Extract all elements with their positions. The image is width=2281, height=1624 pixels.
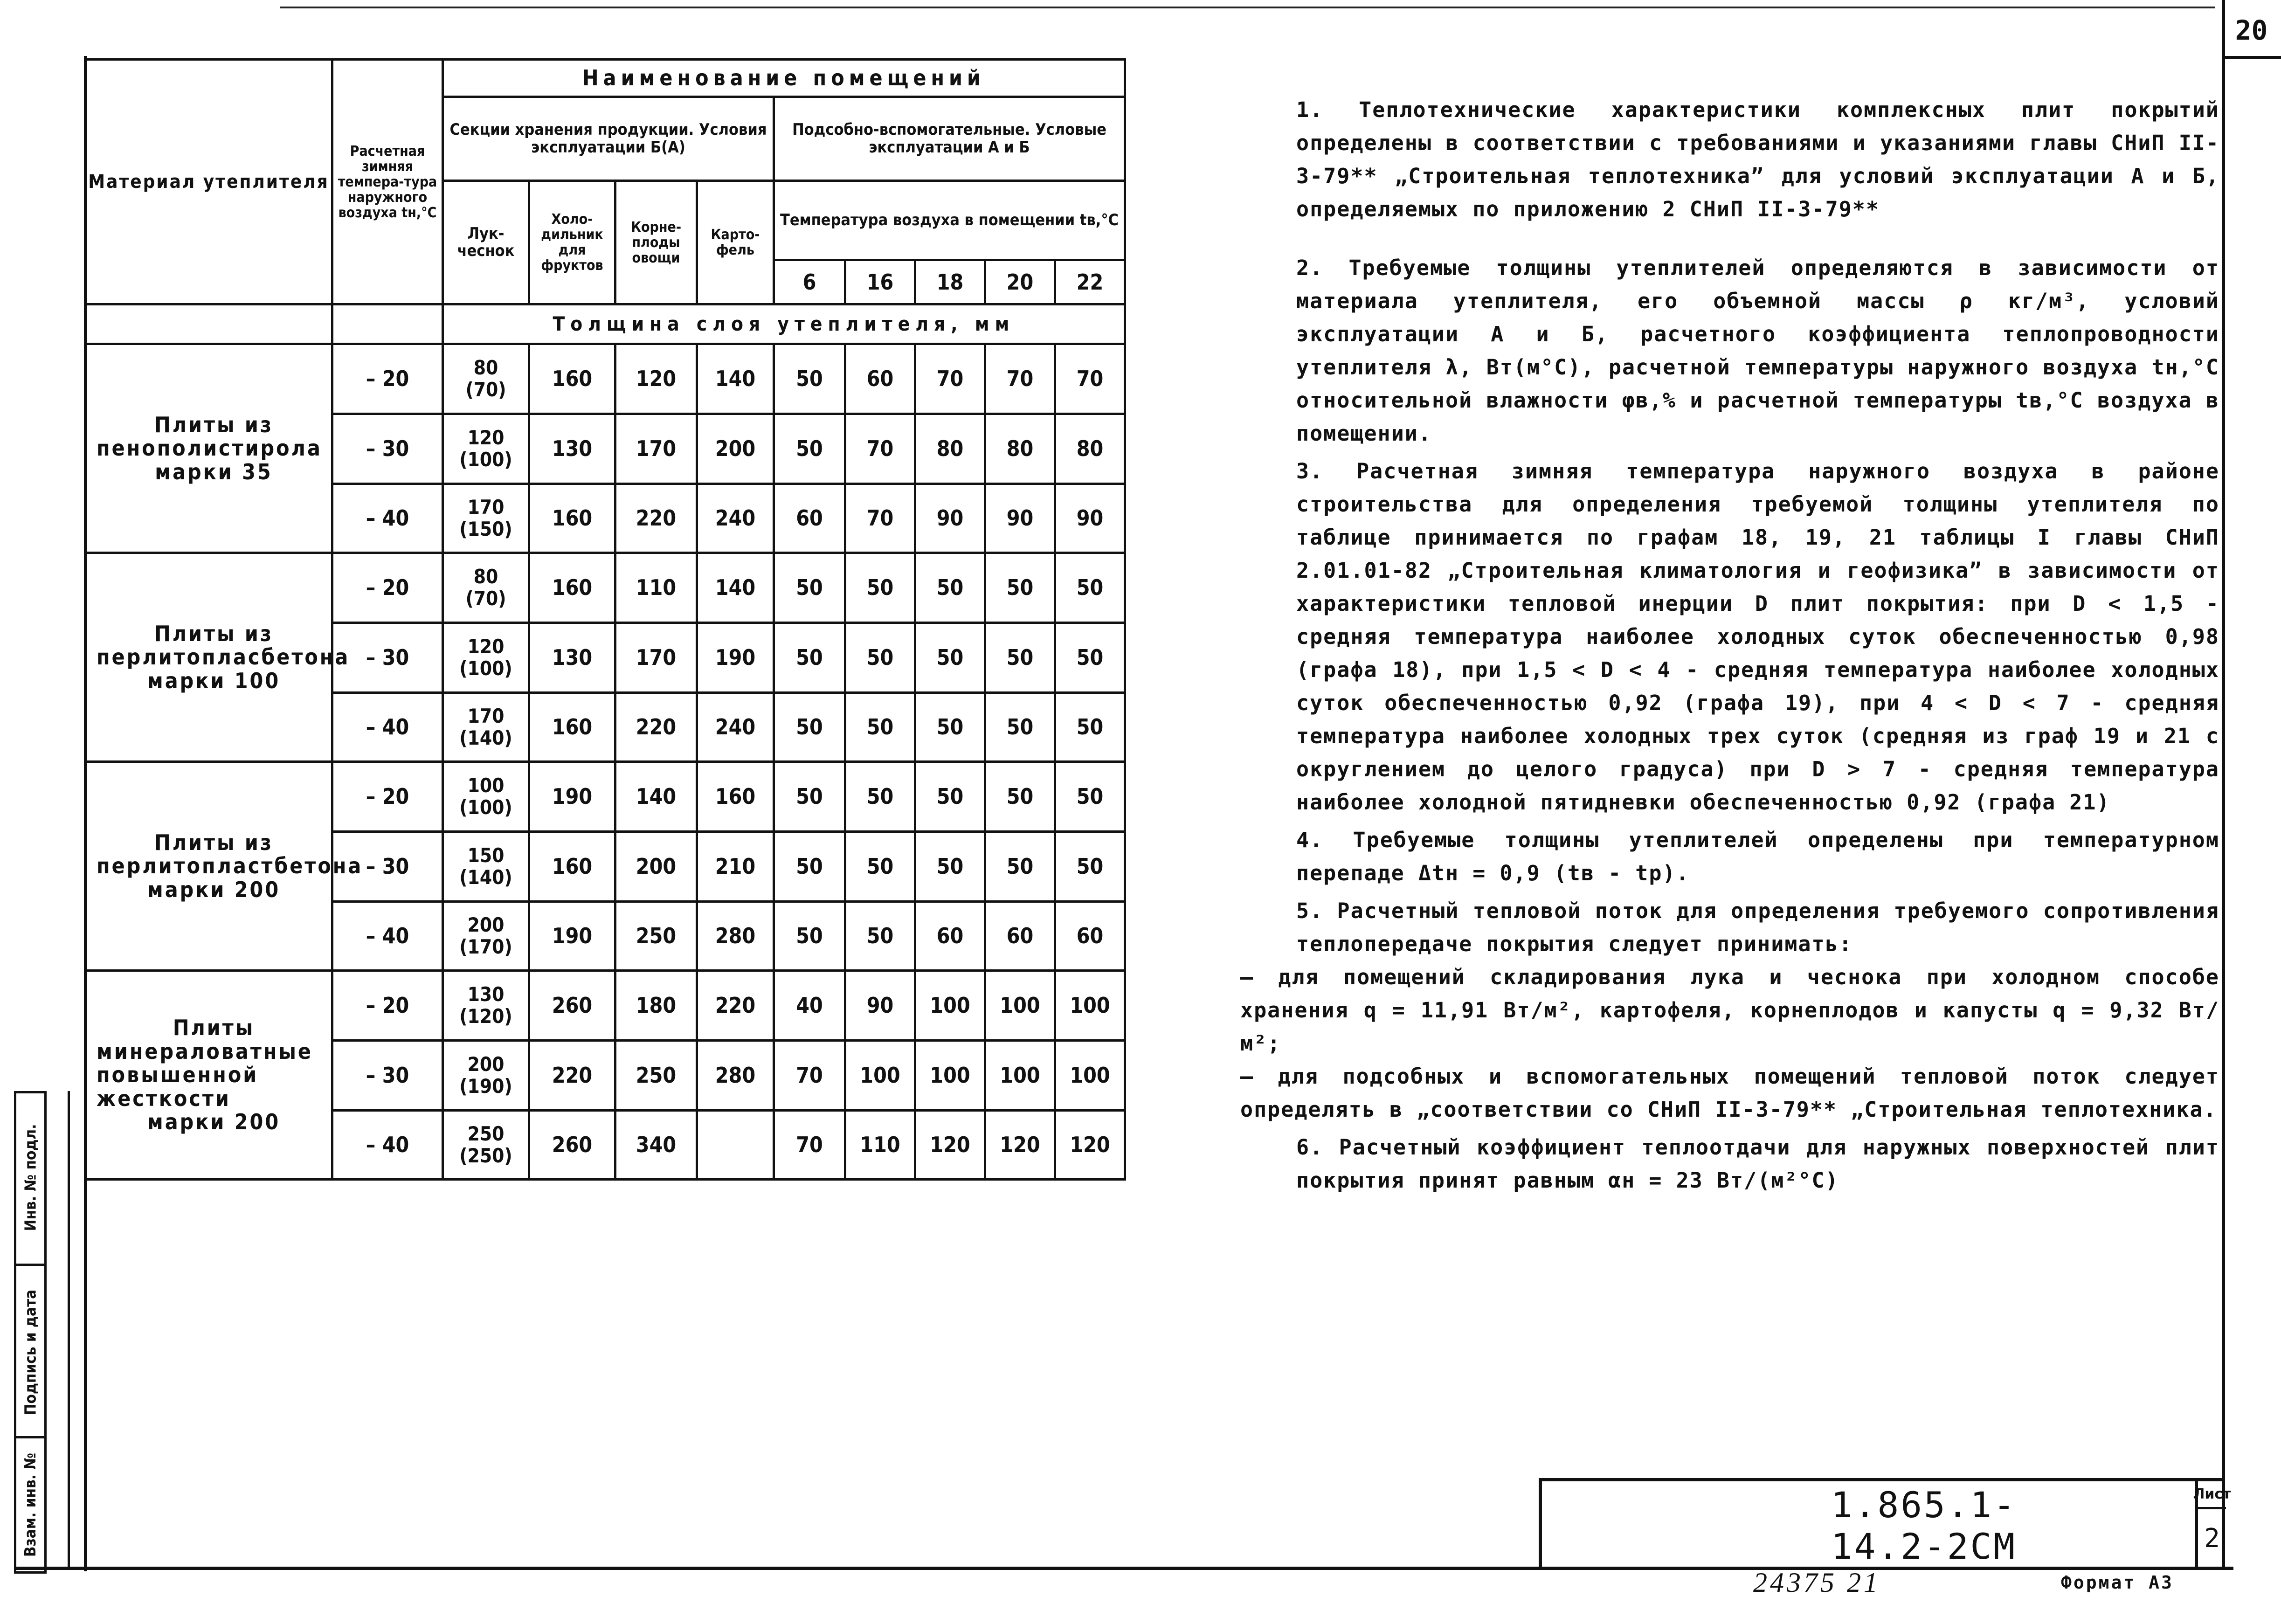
thickness-cell: 220	[615, 693, 697, 762]
header-aux-section: Подсобно-вспомогательные. Условые эксплуатации А и Б	[774, 97, 1125, 181]
thickness-cell: 50	[774, 832, 845, 902]
thickness-cell: 50	[1055, 623, 1125, 693]
insulation-thickness-table	[84, 58, 1126, 1181]
thickness-cell: 50	[845, 693, 915, 762]
document-code: 1.865.1-14.2-2СМ	[1831, 1484, 2017, 1567]
thickness-cell: 250	[615, 902, 697, 971]
header-temp-out: Расчетная зимняя темпера-тура наружного воздуха tн,°C	[332, 60, 443, 304]
thickness-cell: 140	[697, 553, 774, 623]
onion-thickness-value: (100)	[459, 448, 512, 471]
note-6: 6. Расчетный коэффициент теплоотдачи для наружных поверхностей плит покрытия принят равным αн = 23 Вт/(м²°С)	[1296, 1135, 2219, 1193]
thickness-cell: 190	[697, 623, 774, 693]
onion-thickness-cell	[443, 902, 529, 971]
onion-thickness-cell	[443, 762, 529, 832]
onion-thickness-cell	[443, 344, 529, 414]
thickness-cell: 160	[529, 484, 615, 553]
sheet-box	[2193, 1481, 2231, 1570]
onion-thickness-cell	[443, 623, 529, 693]
thickness-cell: 160	[529, 693, 615, 762]
thickness-cell: 50	[915, 553, 985, 623]
thickness-cell: 140	[615, 762, 697, 832]
thickness-cell: 120	[615, 344, 697, 414]
thickness-cell: 180	[615, 971, 697, 1041]
material-name	[85, 344, 332, 553]
thickness-cell: 140	[697, 344, 774, 414]
thickness-cell: 50	[915, 832, 985, 902]
material-name-line: перлитопласбетона	[97, 644, 350, 670]
header-temp-20: 20	[985, 260, 1055, 304]
thickness-cell: 250	[615, 1041, 697, 1111]
material-name-line: марки 100	[147, 668, 281, 693]
thickness-cell: 120	[915, 1111, 985, 1180]
thickness-cell: 100	[1055, 1041, 1125, 1111]
material-name-line: повышенной	[97, 1062, 259, 1088]
onion-thickness-value: (70)	[465, 378, 506, 401]
thickness-cell: 90	[1055, 484, 1125, 553]
thickness-cell: 40	[774, 971, 845, 1041]
thickness-cell: 80	[1055, 414, 1125, 484]
outdoor-temp-cell: – 20	[332, 553, 443, 623]
onion-thickness-cell	[443, 1111, 529, 1180]
frame-top-line	[280, 7, 2215, 8]
outdoor-temp-cell: – 40	[332, 484, 443, 553]
onion-thickness-value: 250	[467, 1122, 505, 1146]
outdoor-temp-cell: – 40	[332, 902, 443, 971]
material-name-line: жесткости	[97, 1085, 231, 1111]
thickness-cell: 210	[697, 832, 774, 902]
note-4: 4. Требуемые толщины утеплителей определены при температурном перепаде Δtн = 0,9 (tв - tр).	[1296, 828, 2219, 885]
table-row	[85, 762, 1125, 832]
table-row	[85, 344, 1125, 414]
thickness-cell: 50	[915, 693, 985, 762]
onion-thickness-cell	[443, 971, 529, 1041]
sheet-label: Лист	[2198, 1481, 2226, 1509]
onion-thickness-value: 100	[467, 774, 505, 797]
onion-thickness-value: 120	[467, 635, 505, 658]
side-stamp-inv: Инв. № подл.	[21, 1124, 40, 1231]
sheet-value: 2	[2204, 1523, 2220, 1554]
thickness-cell: 170	[615, 623, 697, 693]
thickness-cell: 50	[774, 762, 845, 832]
thickness-cell: 200	[615, 832, 697, 902]
page-number: 20	[2222, 5, 2281, 59]
onion-thickness-value: (100)	[459, 657, 512, 680]
thickness-cell: 50	[774, 902, 845, 971]
thickness-cell: 260	[529, 971, 615, 1041]
thickness-cell: 170	[615, 414, 697, 484]
onion-thickness-value: 120	[467, 426, 505, 449]
thickness-cell: 80	[915, 414, 985, 484]
thickness-cell: 60	[915, 902, 985, 971]
thickness-cell: 160	[529, 832, 615, 902]
thickness-cell: 160	[697, 762, 774, 832]
thickness-cell: 70	[1055, 344, 1125, 414]
material-name	[85, 971, 332, 1180]
thickness-cell: 60	[1055, 902, 1125, 971]
onion-thickness-cell	[443, 693, 529, 762]
material-name-line: минераловатные	[97, 1038, 313, 1064]
outdoor-temp-cell: – 20	[332, 344, 443, 414]
outdoor-temp-cell: – 20	[332, 971, 443, 1041]
header-fridge: Холо-дильник для фруктов	[529, 181, 615, 304]
thickness-cell: 160	[529, 553, 615, 623]
material-name-line: Плиты из	[154, 621, 273, 646]
note-3: 3. Расчетная зимняя температура наружного воздуха в районе строительства для определения требуемой толщины утеплителя по таблице принимается по графам 18, 19, 21 таблицы I главы СНиП 2.01.01-82 „Строительная климатология и геофизика” в зависимости от характеристики тепловой инерции D плит покрытия: при D < 1,5 - средняя температура наиболее холодных суток обеспеченностью 0,98 (графа 18), при 1,5 < D < 4 - средняя температура наиболее холодных суток обеспеченностью 0,92 (графа 19), при 4 < D < 7 - средняя температура наиболее холодных трех суток (средняя из граф 19 и 21 с округлением до целого градуса) при D > 7 - средняя температура наиболее холодной пятидневки обеспеченностью 0,92 (графа 21)	[1296, 459, 2219, 815]
onion-thickness-cell	[443, 1041, 529, 1111]
thickness-cell: 60	[845, 344, 915, 414]
material-name-line: Плиты	[173, 1015, 255, 1041]
thickness-cell	[697, 1111, 774, 1180]
onion-thickness-value: 150	[467, 844, 505, 867]
thickness-cell: 70	[774, 1111, 845, 1180]
thickness-cell: 260	[529, 1111, 615, 1180]
thickness-cell: 50	[985, 693, 1055, 762]
thickness-cell: 100	[985, 1041, 1055, 1111]
thickness-cell: 50	[915, 623, 985, 693]
onion-thickness-value: (100)	[459, 795, 512, 819]
onion-thickness-value: (170)	[459, 935, 512, 958]
header-roots: Корне-плоды овощи	[615, 181, 697, 304]
frame-right-line	[2222, 0, 2225, 1569]
thickness-cell: 110	[615, 553, 697, 623]
thickness-cell: 50	[915, 762, 985, 832]
thickness-cell: 100	[845, 1041, 915, 1111]
thickness-cell: 130	[529, 414, 615, 484]
thickness-cell: 50	[1055, 762, 1125, 832]
thickness-cell: 220	[615, 484, 697, 553]
outdoor-temp-cell: – 40	[332, 693, 443, 762]
side-stamp-blank-column	[44, 1091, 70, 1569]
header-onion: Лук-чеснок	[443, 181, 529, 304]
thickness-cell: 70	[774, 1041, 845, 1111]
header-air-temp: Температура воздуха в помещении tв,°C	[774, 181, 1125, 260]
thickness-cell: 50	[845, 832, 915, 902]
paper-format: Формат А3	[2061, 1572, 2174, 1593]
thickness-cell: 220	[697, 971, 774, 1041]
side-stamp-replace: Взам. инв. №	[16, 1436, 44, 1571]
thickness-cell: 240	[697, 484, 774, 553]
thickness-cell: 50	[774, 623, 845, 693]
thickness-cell: 50	[1055, 832, 1125, 902]
thickness-cell: 50	[774, 553, 845, 623]
thickness-cell: 50	[1055, 693, 1125, 762]
thickness-cell: 70	[845, 414, 915, 484]
outdoor-temp-cell: – 30	[332, 832, 443, 902]
thickness-cell: 90	[845, 971, 915, 1041]
inventory-number: 24375 21	[1753, 1567, 1880, 1598]
note-5a: — для помещений складирования лука и чеснока при холодном способе хранения q = 11,91 Вт/м², картофеля, корнеплодов и капусты q = 9,32 Вт/м²;	[1240, 965, 2219, 1056]
thickness-cell: 50	[845, 902, 915, 971]
material-name-line: перлитопластбетона	[97, 853, 363, 879]
onion-thickness-cell	[443, 553, 529, 623]
thickness-cell: 120	[985, 1111, 1055, 1180]
notes-block	[1212, 93, 2219, 1223]
onion-thickness-value: (250)	[459, 1144, 512, 1167]
material-name-line: марки 35	[155, 459, 273, 484]
onion-thickness-value: (190)	[459, 1074, 512, 1098]
outdoor-temp-cell: – 40	[332, 1111, 443, 1180]
onion-thickness-value: 200	[467, 1053, 505, 1076]
side-stamp	[14, 1091, 47, 1574]
header-thickness: Толщина слоя утеплителя, мм	[443, 304, 1125, 344]
onion-thickness-value: 170	[467, 705, 505, 728]
header-storage-section: Секции хранения продукции. Условия эксплуатации Б(А)	[443, 97, 774, 181]
thickness-cell: 70	[845, 484, 915, 553]
thickness-cell: 50	[985, 762, 1055, 832]
outdoor-temp-cell: – 30	[332, 1041, 443, 1111]
onion-thickness-value: 130	[467, 983, 505, 1006]
thickness-cell: 200	[697, 414, 774, 484]
onion-thickness-value: (140)	[459, 865, 512, 889]
onion-thickness-value: 80	[473, 565, 498, 588]
onion-thickness-value: 200	[467, 913, 505, 937]
header-material: Материал утеплителя	[85, 60, 332, 304]
thickness-cell: 130	[529, 623, 615, 693]
onion-thickness-cell	[443, 832, 529, 902]
note-5: 5. Расчетный тепловой поток для определения требуемого сопротивления теплопередаче покрытия следует принимать:	[1296, 898, 2219, 956]
onion-thickness-value: 170	[467, 496, 505, 519]
thickness-cell: 60	[774, 484, 845, 553]
thickness-cell: 50	[845, 623, 915, 693]
title-block	[1539, 1478, 2231, 1570]
material-name-line: пенополистирола	[97, 435, 322, 461]
thickness-cell: 50	[985, 623, 1055, 693]
thickness-cell: 90	[915, 484, 985, 553]
thickness-cell: 50	[985, 553, 1055, 623]
thickness-cell: 100	[915, 971, 985, 1041]
onion-thickness-cell	[443, 484, 529, 553]
material-name-line: Плиты из	[154, 412, 273, 437]
outdoor-temp-cell: – 30	[332, 623, 443, 693]
thickness-cell: 90	[985, 484, 1055, 553]
thickness-cell: 190	[529, 902, 615, 971]
thickness-cell: 50	[1055, 553, 1125, 623]
thickness-cell: 190	[529, 762, 615, 832]
onion-thickness-value: (140)	[459, 726, 512, 749]
material-name-line: марки 200	[147, 1109, 281, 1135]
table-row	[85, 553, 1125, 623]
note-5b: — для подсобных и вспомогательных помещений тепловой поток следует определять в „соответствии со СНиП II-3-79** „Строительная теплотехника.	[1240, 1064, 2219, 1122]
onion-thickness-value: (70)	[465, 587, 506, 610]
onion-thickness-value: (120)	[459, 1004, 512, 1028]
thickness-cell: 50	[774, 693, 845, 762]
outdoor-temp-cell: – 20	[332, 762, 443, 832]
thickness-cell: 50	[845, 762, 915, 832]
thickness-cell: 60	[985, 902, 1055, 971]
onion-thickness-cell	[443, 414, 529, 484]
note-1: 1. Теплотехнические характеристики комплексных плит покрытий определены в соответствии с требованиями и указаниями главы СНиП II-3-79** „Строительная теплотехника” для условий эксплуатации А и Б, определяемых по приложению 2 СНиП II-3-79**	[1296, 97, 2219, 221]
material-name-line: Плиты из	[154, 829, 273, 855]
outdoor-temp-cell: – 30	[332, 414, 443, 484]
thickness-cell: 120	[1055, 1111, 1125, 1180]
thickness-cell: 280	[697, 1041, 774, 1111]
thickness-cell: 280	[697, 902, 774, 971]
onion-thickness-value: (150)	[459, 517, 512, 540]
note-2: 2. Требуемые толщины утеплителей определяются в зависимости от материала утеплителя, его объемной массы ρ кг/м³, условий эксплуатации А и Б, расчетного коэффициента теплопроводности утеплителя λ, Вт(м°С), расчетной температуры наружного воздуха tн,°С относительной влажности φв,% и расчетной температуры tв,°С воздуха в помещении.	[1296, 256, 2219, 446]
thickness-cell: 110	[845, 1111, 915, 1180]
thickness-cell: 100	[915, 1041, 985, 1111]
thickness-cell: 70	[985, 344, 1055, 414]
header-rooms: Наименование помещений	[443, 60, 1125, 97]
thickness-cell: 160	[529, 344, 615, 414]
thickness-cell: 70	[915, 344, 985, 414]
header-temp-22: 22	[1055, 260, 1125, 304]
header-temp-6: 6	[774, 260, 845, 304]
thickness-cell: 240	[697, 693, 774, 762]
header-temp-18: 18	[915, 260, 985, 304]
thickness-cell: 340	[615, 1111, 697, 1180]
thickness-cell: 50	[774, 344, 845, 414]
side-stamp-sign: Подпись и дата	[16, 1264, 44, 1438]
onion-thickness-value: 80	[473, 356, 498, 380]
thickness-cell: 100	[1055, 971, 1125, 1041]
thickness-cell: 220	[529, 1041, 615, 1111]
material-name	[85, 762, 363, 971]
material-name-line: марки 200	[147, 877, 281, 902]
header-potato: Карто-фель	[697, 181, 774, 304]
thickness-cell: 100	[985, 971, 1055, 1041]
thickness-cell: 80	[985, 414, 1055, 484]
table-body	[85, 344, 1125, 1180]
header-temp-16: 16	[845, 260, 915, 304]
thickness-cell: 50	[774, 414, 845, 484]
table-row	[85, 971, 1125, 1041]
thickness-cell: 50	[845, 553, 915, 623]
material-name	[85, 553, 350, 762]
thickness-cell: 50	[985, 832, 1055, 902]
